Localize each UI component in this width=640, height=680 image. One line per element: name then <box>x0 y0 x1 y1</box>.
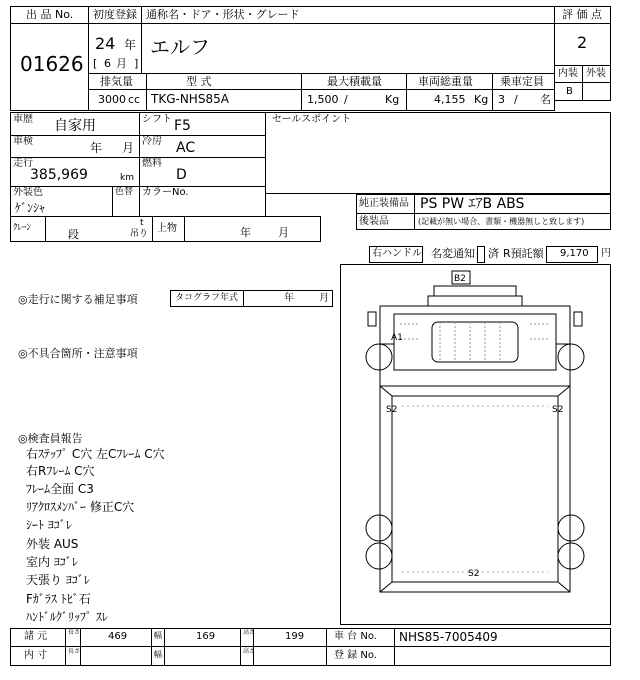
inspector-line: 室内 ﾖｺﾞﾚ <box>26 555 78 569</box>
inspector-line: ﾊﾝﾄﾞﾙｸﾞﾘｯﾌﾟ ｽﾚ <box>26 610 108 624</box>
equipment-label: 純正装備品 <box>359 198 409 209</box>
exterior-color: ｹﾞﾝｼｬ <box>15 201 46 215</box>
inspector-line: 右ｽﾃｯﾌﾟ C穴 左Cﾌﾚｰﾑ C穴 <box>26 447 165 461</box>
inspector-line: ｼｰﾄ ﾖｺﾞﾚ <box>26 518 72 532</box>
inspector-line: 外装 AUS <box>26 537 79 551</box>
damage-mark-s2-left: S2 <box>386 405 398 415</box>
displacement-unit: cc <box>128 93 141 106</box>
crane-stage-unit: 段 <box>68 228 79 241</box>
registration-number-label: 登 録 No. <box>334 650 377 661</box>
equipment-value: PS PW ｴｱB ABS <box>420 196 525 212</box>
tachograph-label: タコグラフ年式 <box>175 293 239 303</box>
capacity-label: 乗車定員 <box>500 75 544 88</box>
displacement-label: 排気量 <box>100 75 133 88</box>
vehicle-damage-diagram <box>340 264 611 625</box>
displacement-value: 3000 <box>98 93 126 106</box>
retrofit-note: (記載が無い場合、書類・機器無しと致します) <box>418 217 585 226</box>
returned-label: 済 <box>488 247 499 260</box>
color-change-label: 色替 <box>115 187 134 197</box>
ac-value: AC <box>176 140 196 156</box>
right-hand-label: 右ハンドル <box>372 248 422 259</box>
inspector-line: 天張り ﾖｺﾞﾚ <box>26 573 90 587</box>
crane-hang-unit: 吊り <box>130 229 149 239</box>
inner-width-label: 幅 <box>154 650 162 659</box>
chassis-number: NHS85-7005409 <box>399 630 498 644</box>
specs-label: 諸 元 <box>24 631 48 642</box>
defects-label: ◎不具合箇所・注意事項 <box>18 347 138 360</box>
inner-length-label: 長さ <box>68 648 81 655</box>
inspector-line: Fｶﾞﾗｽ ﾄﾋﾞ石 <box>26 592 91 606</box>
height-value: 199 <box>285 631 305 642</box>
exterior-grade-label: 外装 <box>586 68 606 79</box>
registration-year: 24 <box>95 34 116 53</box>
model-code: TKG-NHS85A <box>151 92 229 106</box>
retrofit-label: 後装品 <box>359 216 389 227</box>
inspector-line: ﾘｱｸﾛｽﾒﾝﾊﾞｰ 修正C穴 <box>26 500 135 514</box>
registration-year-unit: 年 <box>124 38 137 52</box>
registration-month-unit: 月 <box>116 57 127 70</box>
footer-box <box>10 628 611 666</box>
score-value: 2 <box>577 33 588 52</box>
max-load-label: 最大積載量 <box>327 75 382 88</box>
lot-number: 01626 <box>20 52 84 76</box>
gross-weight-label: 車両総重量 <box>418 75 473 88</box>
inspection-month-unit: 月 <box>122 141 135 155</box>
damage-mark-b2: B2 <box>454 274 466 284</box>
mileage-unit: km <box>120 173 134 183</box>
score-label: 評 価 点 <box>562 8 602 21</box>
recycle-unit: 円 <box>601 248 611 259</box>
name-change-label: 名変通知 <box>431 247 475 260</box>
max-load-value: 1,500 <box>307 93 339 106</box>
interior-grade: B <box>566 86 573 97</box>
history-value: 自家用 <box>54 118 96 134</box>
ac-label: 冷房 <box>142 136 162 147</box>
max-load-unit: Kg <box>385 93 400 106</box>
inspection-year-unit: 年 <box>90 141 103 155</box>
inner-dimension-label: 内 寸 <box>24 650 48 661</box>
sales-point-label: セールスポイント <box>272 114 352 125</box>
registration-month: 6 <box>104 57 111 70</box>
chassis-label: 車 台 No. <box>334 631 377 642</box>
driving-notes-label: ◎走行に関する補足事項 <box>18 293 138 306</box>
mileage-label: 走行 <box>13 158 33 169</box>
car-name: エルフ <box>150 35 210 59</box>
color-box <box>10 186 266 217</box>
length-value: 469 <box>108 631 128 642</box>
width-value: 169 <box>196 631 216 642</box>
inspector-report-label: ◎検査員報告 <box>18 432 83 445</box>
platform-year-unit: 年 <box>240 226 251 239</box>
height-label: 高さ <box>243 629 256 636</box>
gross-weight-value: 4,155 <box>434 93 466 106</box>
tachograph-year-unit: 年 <box>284 293 294 304</box>
width-label: 幅 <box>154 631 162 640</box>
history-label: 車歴 <box>13 114 33 125</box>
car-name-label: 通称名・ドア・形状・グレード <box>146 8 300 21</box>
crane-ton-unit: t <box>140 218 144 228</box>
capacity-value: 3 <box>498 93 505 106</box>
gross-weight-unit: Kg <box>474 93 489 106</box>
model-label: 型 式 <box>186 75 212 88</box>
tachograph-month-unit: 月 <box>319 293 329 304</box>
fuel-label: 燃料 <box>142 158 162 169</box>
exterior-color-label: 外装色 <box>13 187 43 198</box>
capacity-unit: 名 <box>540 93 551 106</box>
lot-number-label: 出 品 No. <box>26 8 74 21</box>
inspector-line: 右Rﾌﾚｰﾑ C穴 <box>26 464 95 478</box>
damage-mark-s2-rear: S2 <box>468 569 480 579</box>
crane-label: ｸﾚｰﾝ <box>13 223 32 233</box>
inspection-label: 車検 <box>13 136 33 147</box>
shift-value: F5 <box>174 118 191 134</box>
fuel-value: D <box>176 167 187 183</box>
recycle-amount: 9,170 <box>560 248 589 259</box>
mileage-value: 385,969 <box>30 167 88 183</box>
length-label: 長さ <box>68 629 81 636</box>
color-code-label: カラーNo. <box>142 187 189 198</box>
first-registration-label: 初度登録 <box>93 8 137 21</box>
auction-sheet: 出 品 No. 01626 初度登録 通称名・ドア・形状・グレード 24 年 [ 6 月 ] エルフ 排気量 型 式 最大積載量 車両総重量 乗車定員 3000 cc TKG-NHS85A 1,500 / Kg 4,155 Kg 3 / 名 評 価 点 2 内装 外装 B 車歴 自家用 シフト F5 車検 年 月 冷房 AC 走行 385,969 km 燃料 D セールスポイント 外装色 ｹﾞﾝｼｬ 色替 カラーNo. 純正装備品 PS PW ｴｱB ABS 後装品 (記載が無い場合、書類・機器無しと致します) ｸﾚｰﾝ 段 t 吊り 上物 年 月 右ハンドル 名変通知 済 R預託額 9,170 円 ◎走行に関する補足事項 タコグラフ年式 年 月 ◎不具合箇所・注意事項 ◎検査員報告 右ｽﾃｯﾌﾟ C穴 左Cﾌﾚｰﾑ C穴 右Rﾌﾚｰﾑ C穴 ﾌﾚｰﾑ全面 C3 ﾘｱｸﾛｽﾒﾝﾊﾞｰ 修正C穴 ｼｰﾄ ﾖｺﾞﾚ 外装 AUS 室内 ﾖｺﾞﾚ 天張り ﾖｺﾞﾚ Fｶﾞﾗｽ ﾄﾋﾞ石 ﾊﾝﾄﾞﾙｸﾞﾘｯﾌﾟ ｽﾚ B2 A1 S2 S2 S2 諸 元 長さ 469 幅 169 高さ 199 車 台 No. NHS85-7005409 内 寸 長さ 幅 高さ 登 録 No. <box>0 0 640 680</box>
inspector-line: ﾌﾚｰﾑ全面 C3 <box>26 482 94 496</box>
inner-height-label: 高さ <box>243 648 256 655</box>
platform-label: 上物 <box>157 223 177 234</box>
interior-grade-label: 内装 <box>558 68 578 79</box>
damage-mark-a1: A1 <box>391 333 403 343</box>
shift-label: シフト <box>142 114 172 125</box>
recycle-label: R預託額 <box>503 247 544 260</box>
damage-mark-s2-right: S2 <box>552 405 564 415</box>
platform-month-unit: 月 <box>278 226 289 239</box>
